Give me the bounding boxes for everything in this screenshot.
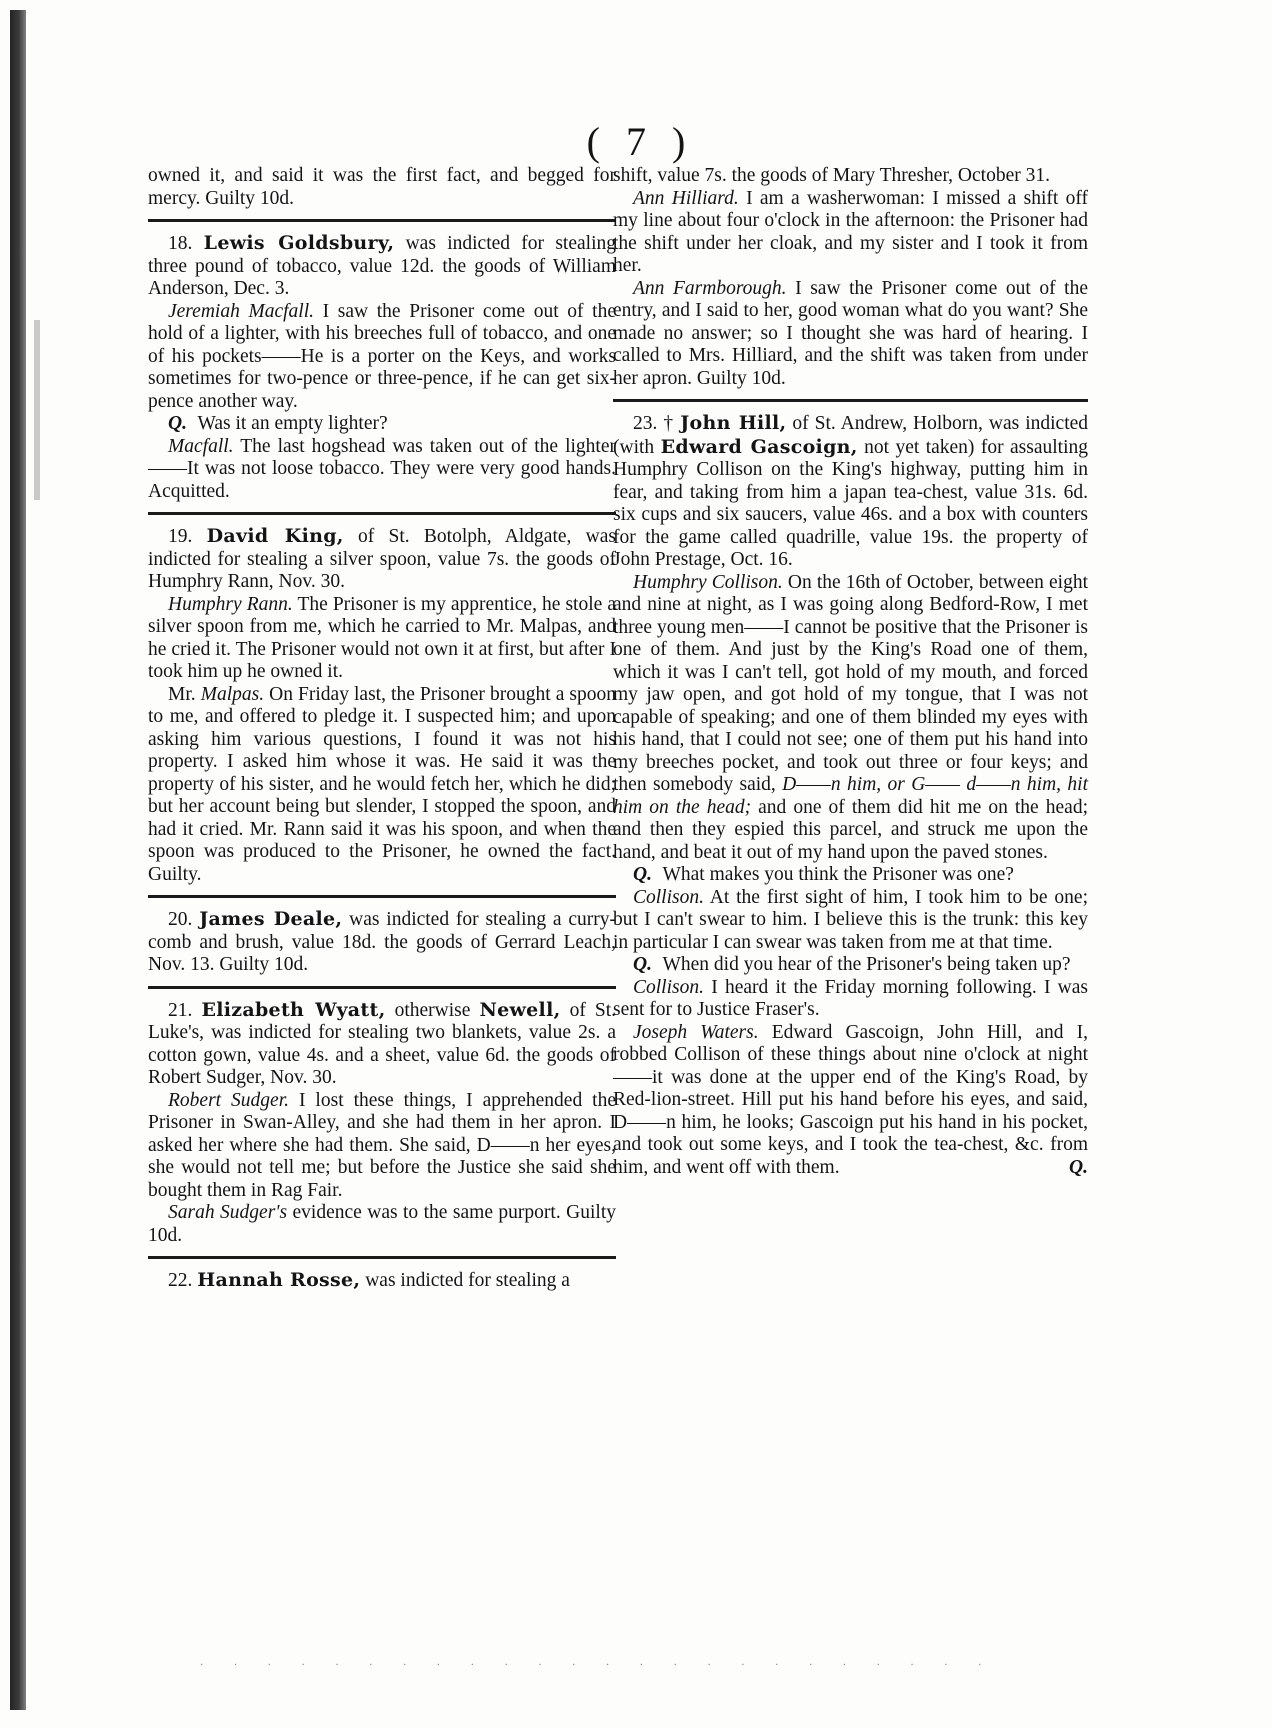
testimony-text: and one of them did hit me on the head; and then they espied this parcel, and struck me upon the hand, and beat it out of my hand upon the paved stones. [613, 796, 1088, 863]
defendant-name: Lewis Goldsbury, [203, 232, 395, 254]
speaker-name: Collison. [633, 976, 704, 998]
speaker-name: Joseph Waters. [633, 1021, 759, 1043]
testimony [613, 278, 1088, 391]
speaker-name: Humphry Rann. [168, 593, 293, 615]
entry-21 [148, 999, 616, 1248]
entry-23 [613, 412, 1088, 1179]
testimony [148, 594, 616, 684]
testimony [613, 1022, 1088, 1180]
speaker-name: Macfall. [168, 435, 234, 457]
testimony [148, 1202, 616, 1247]
entry-20 [148, 908, 616, 977]
entry-number: 22. [168, 1270, 193, 1291]
speaker-name: Sarah Sudger's [168, 1202, 288, 1223]
testimony-text: I saw the Prisoner come out of the hold of a lighter, with his breeches full of tobacco, and one of his pockets——He is a porter on the Keys, and works sometimes for two-pence or three-pence, if he can get six-pence another way. [148, 300, 617, 412]
page-number: ( 7 ) [586, 119, 694, 164]
entry-number: 20. [168, 909, 193, 930]
speaker-name: Robert Sudger. [168, 1089, 289, 1111]
testimony-text: The Prisoner is my apprentice, he stole a silver spoon from me, which he carried to Mr. Malpas, and he cried it. The Prisoner would not own it at first, but after I took him up he owned it. [148, 593, 616, 682]
speaker-name: Jeremiah Macfall. [168, 300, 314, 322]
charge-text: was indicted for stealing three pound of tobacco, value 12d. the goods of William Anderson, Dec. 3. [148, 233, 616, 299]
entry-heading [148, 999, 616, 1090]
question [148, 413, 616, 436]
charge-text: of St. Luke's, was indicted for stealing two blankets, value 2s. a cotton gown, value 4s. and a sheet, value 6d. the goods of Robert Sudger, Nov. 30. [148, 999, 617, 1088]
entry-heading [613, 412, 1088, 572]
speaker-name: Malpas. [200, 683, 265, 705]
section-rule [148, 895, 616, 898]
question [613, 864, 1088, 887]
charge-text: of St. Andrew, Holborn, was indicted (with [613, 413, 1089, 458]
scan-speckles: · · · · · · · · · · · · · · · · · · · · · · · · [200, 1660, 996, 1671]
testimony-text: I saw the Prisoner come out of the entry, and I said to her, good woman what do you want? She made no answer; so I thought she was hard of hearing. I called to Mrs. Hilliard, and the shift was taken from under her apron. Guilty 10d. [613, 277, 1088, 389]
question-mark: Q. [633, 954, 652, 975]
testimony-text: On Friday last, the Prisoner brought a spoon to me, and offered to pledge it. I suspected him; and upon asking him various questions, I found it was not his property. I asked him whose it was. He said it was the property of his sister, and he would fetch her, which he did; but her account being but slender, I stopped the spoon, and had it cried. Mr. Rann said it was his spoon, and when the spoon was produced to the Prisoner, he owned the fact. Guilty. [148, 683, 616, 885]
speaker-name: Humphry Collison. [633, 571, 783, 593]
section-rule [148, 1256, 616, 1259]
entry-heading [148, 525, 616, 594]
testimony-text: The last hogshead was taken out of the lighter——It was not loose tobacco. They were very good hands. Acquitted. [148, 435, 616, 502]
question-mark: Q. [168, 413, 187, 434]
speaker-prefix: Mr. [168, 683, 196, 705]
testimony [613, 572, 1088, 865]
defendant-name: Hannah Rosse, [197, 1269, 361, 1291]
charge-text: was indicted for stealing a [365, 1270, 570, 1291]
defendant-name: John Hill, [680, 412, 787, 434]
accomplice-name: Edward Gascoign, [660, 435, 858, 458]
defendant-name: Elizabeth Wyatt, [201, 998, 386, 1021]
testimony-text: On the 16th of October, between eight and nine at night, as I was going along Bedford-Row, I met three young men——I cannot be positive that the Prisoner is one of them. And just by the King's Road one of them, which it was I can't tell, got hold of my mouth, and forced my jaw open, and got hold of my tongue, that I was not capable of speaking; and one of them blinded my eyes with his hand, that I could not see; one of them put his hand into my breeches pocket, and took out three or four keys; and then somebody said, [613, 571, 1088, 795]
defendant-name: David King, [206, 525, 344, 547]
testimony [148, 436, 616, 504]
speaker-name: Ann Farmborough. [633, 277, 787, 299]
testimony [613, 188, 1088, 278]
left-column [148, 165, 616, 1293]
speaker-name: Collison. [633, 886, 704, 908]
question-text: When did you hear of the Prisoner's being taken up? [662, 954, 1071, 975]
charge-text: of St. Botolph, Aldgate, was indicted for stealing a silver spoon, value 7s. the goods of Humphry Rann, Nov. 30. [148, 526, 617, 592]
continued-text: shift, value 7s. the goods of Mary Thresher, October 31. [613, 165, 1050, 186]
entry-heading [148, 908, 616, 977]
testimony-text: Edward Gascoign, John Hill, and I, robbed Collison of these things about nine o'clock at night——it was done at the upper end of the King's Road, by Red-lion-street. Hill put his hand before his eyes, and said, D——n him, he looks; Gascoign put his hand in his pocket, and took out some keys, and I took the tea-chest, &c. from him, and went off with them. [613, 1021, 1088, 1178]
entry-heading [148, 1269, 616, 1293]
catchword: Q. [1069, 1156, 1088, 1178]
question-text: Was it an empty lighter? [197, 413, 388, 434]
entry-number: 18. [168, 233, 193, 254]
charge-text: was indicted for stealing a curry-comb and brush, value 18d. the goods of Gerrard Leach, Nov. 13. Guilty 10d. [148, 909, 617, 975]
entry-heading [148, 232, 616, 301]
defendant-alias: Newell, [479, 998, 561, 1021]
charge-text: not yet taken) for assaulting Humphry Collison on the King's highway, putting him in fear, and taking from him a japan tea-chest, value 31s. 6d. six cups and six saucers, value 46s. and a box with counters for the game called quadrille, value 19s. the property of John Prestage, Oct. 16. [613, 436, 1088, 570]
question [613, 954, 1088, 977]
testimony [148, 301, 616, 414]
question-mark: Q. [633, 864, 652, 885]
testimony-text: evidence was to the same purport. Guilty 10d. [148, 1202, 616, 1246]
entry-18 [148, 232, 616, 503]
entry-number: 23. † [633, 413, 675, 434]
entry-19 [148, 525, 616, 886]
quoted-speech: D——n him, or G—— d——n him, hit him on the head; [613, 774, 1088, 818]
continued-text: owned it, and said it was the first fact, and begged for mercy. Guilty 10d. [148, 165, 616, 209]
section-rule [148, 219, 616, 222]
speaker-name: Ann Hilliard. [633, 187, 739, 209]
right-column [613, 165, 1088, 1179]
testimony [148, 684, 616, 887]
entry-number: 19. [168, 526, 193, 547]
testimony [613, 977, 1088, 1022]
binding-edge [10, 10, 26, 1710]
alias-word: otherwise [394, 999, 471, 1021]
testimony-text: I heard it the Friday morning following. I was sent for to Justice Fraser's. [613, 976, 1088, 1020]
binding-shadow [34, 320, 40, 500]
testimony [613, 887, 1088, 955]
testimony-text: At the first sight of him, I took him to be one; but I can't swear to him. I believe this is the trunk: this key in particular I can swear was taken from me at that time. [613, 886, 1088, 953]
section-rule [613, 399, 1088, 402]
entry-number: 21. [168, 999, 193, 1021]
question-text: What makes you think the Prisoner was one? [662, 864, 1014, 885]
section-rule [148, 986, 616, 989]
testimony-text: I am a washerwoman: I missed a shift off my line about four o'clock in the afternoon: the Prisoner had the shift under her cloak, and my sister and I took it from her. [613, 187, 1089, 276]
section-rule [148, 512, 616, 515]
defendant-name: James Deale, [199, 908, 343, 930]
entry-22 [148, 1269, 616, 1293]
testimony [148, 1090, 616, 1203]
testimony-text: I lost these things, I apprehended the Prisoner in Swan-Alley, and she had them in her apron. I asked her where she had them. She said, D——n her eyes, she would not tell me; but before the Justice she said she bought them in Rag Fair. [148, 1089, 616, 1201]
